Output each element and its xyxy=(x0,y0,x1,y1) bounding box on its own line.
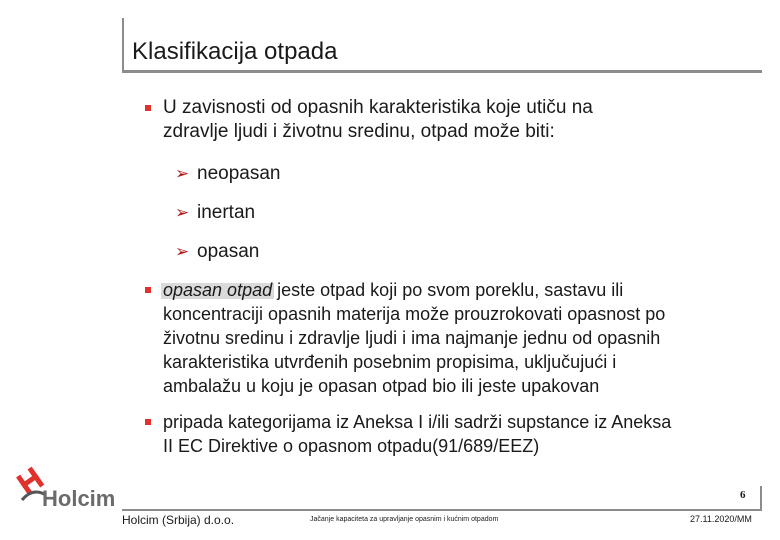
slide-title: Klasifikacija otpada xyxy=(132,38,338,65)
page-number: 6 xyxy=(740,489,746,501)
bullet-text xyxy=(163,96,723,144)
bullet-line-rest: jeste otpad koji po svom poreklu, sastavu ili xyxy=(272,280,624,300)
emphasis-term: opasan otpad xyxy=(163,280,273,300)
bullet-line xyxy=(163,278,763,302)
bullet-line: karakteristika utvrđenih posebnim propisima, uključujući i xyxy=(163,352,617,372)
arrow-icon: ➢ xyxy=(175,242,190,261)
bullet-line: pripada kategorijama iz Aneksa I i/ili sadrži supstance iz Aneksa xyxy=(163,412,672,432)
bullet-line: zdravlje ljudi i životnu sredinu, otpad može biti: xyxy=(163,121,555,142)
bullet-line: životnu sredinu i zdravlje ljudi i ima najmanje jednu od opasnih xyxy=(163,328,661,348)
sub-item-label: inertan xyxy=(197,202,256,223)
bullet-text xyxy=(163,278,763,398)
arrow-icon: ➢ xyxy=(175,164,190,183)
bullet-line: II EC Direktive o opasnom otpadu(91/689/EEZ) xyxy=(163,436,540,456)
footer-subtitle: Jačanje kapaciteta za upravljanje opasnim i kućnim otpadom xyxy=(310,516,499,523)
bullet-square-icon xyxy=(145,419,151,425)
bullet-line: U zavisnosti od opasnih karakteristika koje utiču na xyxy=(163,97,593,118)
bullet-text xyxy=(163,410,763,458)
bullet-square-icon xyxy=(145,105,151,111)
holcim-logo xyxy=(14,466,124,514)
bullet-line: ambalažu u koju je opasan otpad bio ili jeste upakovan xyxy=(163,376,600,396)
svg-text:Holcim: Holcim xyxy=(42,486,116,511)
arrow-icon: ➢ xyxy=(175,203,190,222)
sub-item-label: opasan xyxy=(197,241,260,262)
footer-date: 27.11.2020/MM xyxy=(690,514,752,524)
sub-item-label: neopasan xyxy=(197,163,281,184)
footer-company: Holcim (Srbija) d.o.o. xyxy=(122,513,235,527)
bullet-line: koncentraciji opasnih materija može prouzrokovati opasnost po xyxy=(163,304,666,324)
bullet-square-icon xyxy=(145,287,151,293)
footer-rule xyxy=(122,486,762,511)
